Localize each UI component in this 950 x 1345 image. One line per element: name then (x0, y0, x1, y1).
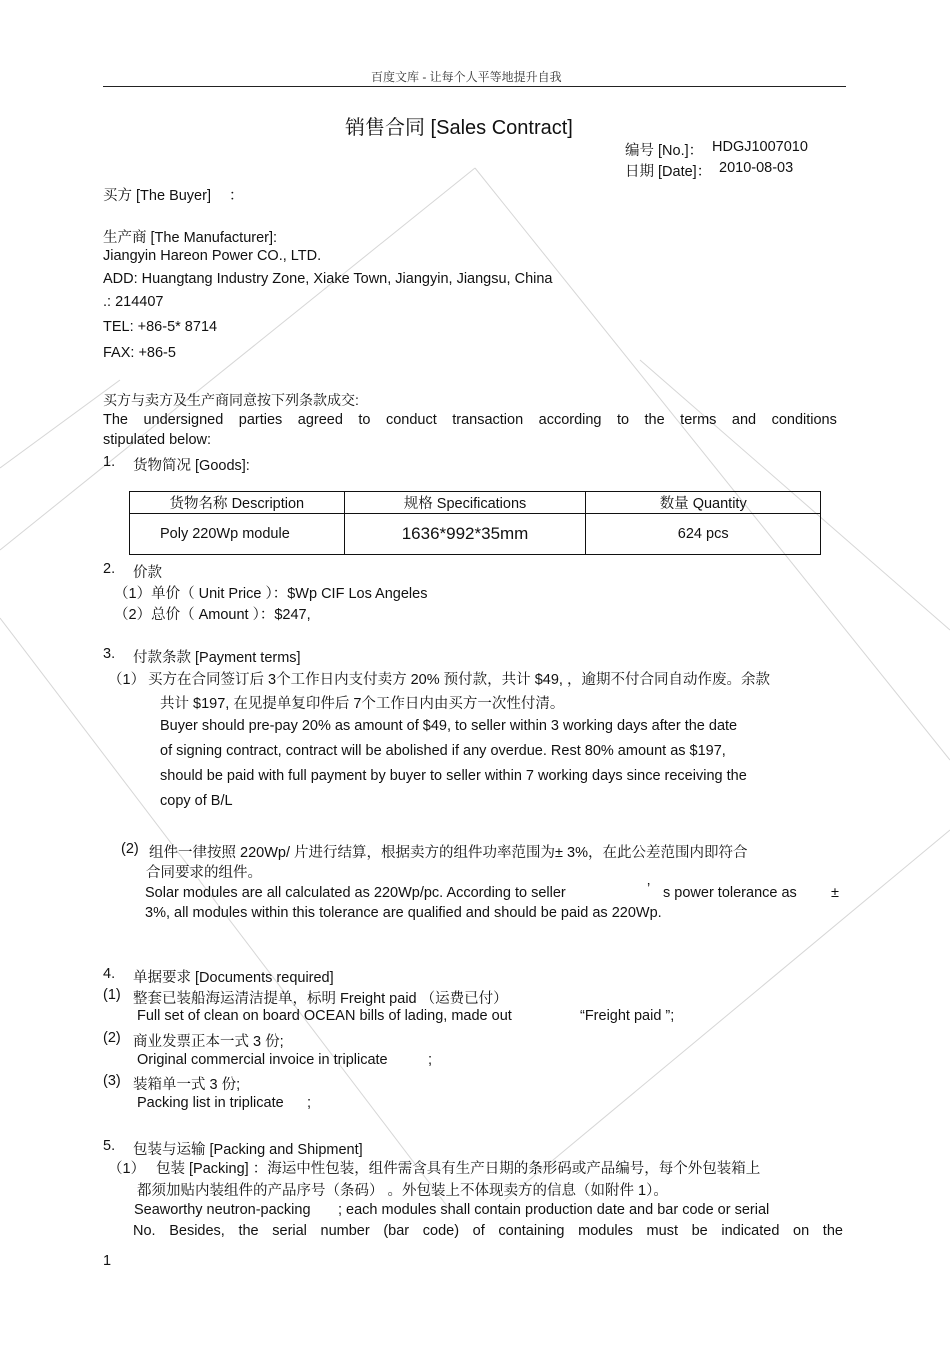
header-text: 百度文库 - 让每个人平等地提升自我 (371, 70, 562, 84)
manufacturer-tel: TEL: +86-5* 8714 (103, 319, 218, 335)
payment-item-2-number: (2) (121, 841, 139, 857)
document-item-1-cn: 整套已装船海运清洁提单，标明 Freight paid （运费已付） (133, 991, 508, 1007)
packing-word: the (822, 1223, 843, 1239)
page-title: 销售合同 [Sales Contract] (345, 117, 573, 139)
payment-item-1-en-line2: of signing contract, contract will be abolished if any overdue. Rest 80% amount as $197, (160, 743, 726, 759)
packing-item-1-number: （1） (108, 1161, 146, 1177)
section-1-number: 1. (103, 454, 116, 470)
buyer-label: 买方 [The Buyer] (103, 188, 211, 204)
buyer-colon: ： (229, 188, 244, 204)
packing-word: the (238, 1223, 259, 1239)
cell-description: Poly 220Wp module (130, 514, 345, 555)
section-5-number: 5. (103, 1138, 116, 1154)
document-item-3-en: Packing list in triplicate (137, 1095, 284, 1111)
document-item-1-en: Full set of clean on board OCEAN bills of lading, made out (137, 1008, 512, 1024)
table-row (130, 514, 821, 555)
packing-item-1-en-line1b: ; each modules shall contain production date and bar code or serial (338, 1202, 770, 1218)
section-3-number: 3. (103, 646, 116, 662)
packing-item-1-cn-line2: 都须加贴内装组件的产品序号（条码） 。外包装上不体现卖方的信息（如附件 1）。 (137, 1183, 668, 1199)
packing-word: modules (578, 1223, 633, 1239)
contract-number-label: 编号 [No.]： (625, 143, 704, 159)
section-4-heading: 单据要求 [Documents required] (133, 970, 334, 986)
agreement-word: to (358, 412, 371, 428)
document-item-2-number: (2) (103, 1030, 121, 1046)
section-3-heading: 付款条款 [Payment terms] (133, 650, 301, 666)
cell-specification: 1636*992*35mm (344, 514, 586, 555)
agreement-word: to (616, 412, 630, 428)
packing-word: of (472, 1223, 485, 1239)
goods-table-header (130, 492, 821, 514)
agreement-cn: 买方与卖方及生产商同意按下列条款成交: (103, 392, 359, 408)
payment-item-2-en-line1: Solar modules are all calculated as 220Wp/pc. According to seller (145, 885, 566, 901)
packing-word: be (691, 1223, 708, 1239)
document-item-1-en-tail: “Freight paid ”; (580, 1008, 675, 1024)
payment-item-1-cn-line1: 买方在合同签订后 3个工作日内支付卖方 20% 预付款，共计 $49, ，逾期不付合同自动作废。余款 (148, 672, 770, 688)
contract-date-value: 2010-08-03 (719, 160, 794, 176)
agreement-en-line2: stipulated below: (103, 432, 212, 448)
document-item-3-cn: 装箱单一式 3 份; (133, 1077, 241, 1093)
agreement-word: conduct (385, 412, 437, 428)
packing-word: Besides, (169, 1223, 225, 1239)
manufacturer-fax: FAX: +86-5 (103, 345, 176, 361)
document-item-1-number: (1) (103, 987, 121, 1003)
payment-item-2-en-apostrophe: ’ (647, 881, 651, 897)
agreement-word: agreed (297, 412, 343, 428)
payment-item-2-en-line1b: s power tolerance as (663, 885, 797, 901)
packing-word: No. (133, 1223, 156, 1239)
payment-item-1-en-line3: should be paid with full payment by buyer to seller within 7 working days since receiving the (160, 768, 747, 784)
packing-word: containing (498, 1223, 565, 1239)
document-item-2-en: Original commercial invoice in triplicate (137, 1052, 388, 1068)
page-number: 1 (103, 1253, 112, 1269)
agreement-word: transaction (452, 412, 524, 428)
packing-word: indicated (721, 1223, 780, 1239)
packing-word: (bar (383, 1223, 410, 1239)
document-item-3-number: (3) (103, 1073, 121, 1089)
agreement-word: parties (238, 412, 283, 428)
packing-item-1-en-line2 (133, 1223, 843, 1239)
column-header-description: 货物名称 Description (130, 492, 345, 514)
packing-word: number (320, 1223, 370, 1239)
manufacturer-name: Jiangyin Hareon Power CO., LTD. (103, 248, 322, 264)
packing-word: serial (272, 1223, 307, 1239)
contract-number-value: HDGJ1007010 (712, 139, 808, 155)
section-5-heading: 包装与运输 [Packing and Shipment] (133, 1142, 363, 1158)
document-item-3-en-tail: ; (307, 1095, 312, 1111)
packing-word: on (793, 1223, 810, 1239)
section-1-heading: 货物简况 [Goods]: (133, 458, 250, 474)
agreement-word: according (538, 412, 602, 428)
manufacturer-address: ADD: Huangtang Industry Zone, Xiake Town, Jiangyin, Jiangsu, China (103, 271, 553, 287)
manufacturer-postcode: .: 214407 (103, 294, 164, 310)
payment-item-2-en-plusminus: ± (831, 885, 839, 901)
header-divider (103, 86, 846, 87)
packing-word: code) (422, 1223, 460, 1239)
payment-item-1-en-line1: Buyer should pre-pay 20% as amount of $49, to seller within 3 working days after the date (160, 718, 738, 734)
column-header-quantity: 数量 Quantity (586, 492, 821, 514)
packing-item-1-cn-line1: 包装 [Packing] ：海运中性包装，组件需含具有生产日期的条形码或产品编号，每个外包装箱上 (156, 1161, 761, 1177)
contract-date-label: 日期 [Date]： (625, 164, 712, 180)
packing-item-1-en-line1a: Seaworthy neutron-packing (134, 1202, 311, 1218)
payment-item-2-cn-line1: 组件一律按照 220Wp/ 片进行结算，根据卖方的组件功率范围为± 3%，在此公差范围内即符合 (149, 845, 748, 861)
column-header-specifications: 规格 Specifications (344, 492, 586, 514)
total-amount: （2）总价（ Amount ）：$247, (114, 607, 311, 623)
document-item-2-cn: 商业发票正本一式 3 份; (133, 1034, 284, 1050)
section-2-heading: 价款 (133, 565, 162, 581)
section-4-number: 4. (103, 966, 116, 982)
section-2-number: 2. (103, 561, 116, 577)
agreement-word: and (731, 412, 757, 428)
agreement-word: undersigned (143, 412, 224, 428)
manufacturer-label: 生产商 [The Manufacturer]: (103, 230, 278, 246)
unit-price: （1）单价（ Unit Price ）：$Wp CIF Los Angeles (114, 586, 428, 602)
agreement-word: the (644, 412, 665, 428)
payment-item-2-cn-line2: 合同要求的组件。 (146, 865, 262, 881)
packing-word: must (646, 1223, 678, 1239)
payment-item-2-en-line2: 3%, all modules within this tolerance are qualified and should be paid as 220Wp. (145, 905, 662, 921)
document-item-2-en-tail: ; (428, 1052, 433, 1068)
payment-item-1-cn-line2: 共计 $197, 在见提单复印件后 7个工作日内由买方一次性付清。 (160, 696, 565, 712)
agreement-word: terms (680, 412, 717, 428)
cell-quantity: 624 pcs (586, 514, 821, 555)
agreement-word: conditions (771, 412, 837, 428)
agreement-word: The (103, 412, 128, 428)
payment-item-1-en-line4: copy of B/L (160, 793, 233, 809)
agreement-en-line1 (103, 412, 837, 428)
goods-table (129, 491, 821, 555)
payment-item-1-number: （1） (108, 672, 146, 688)
